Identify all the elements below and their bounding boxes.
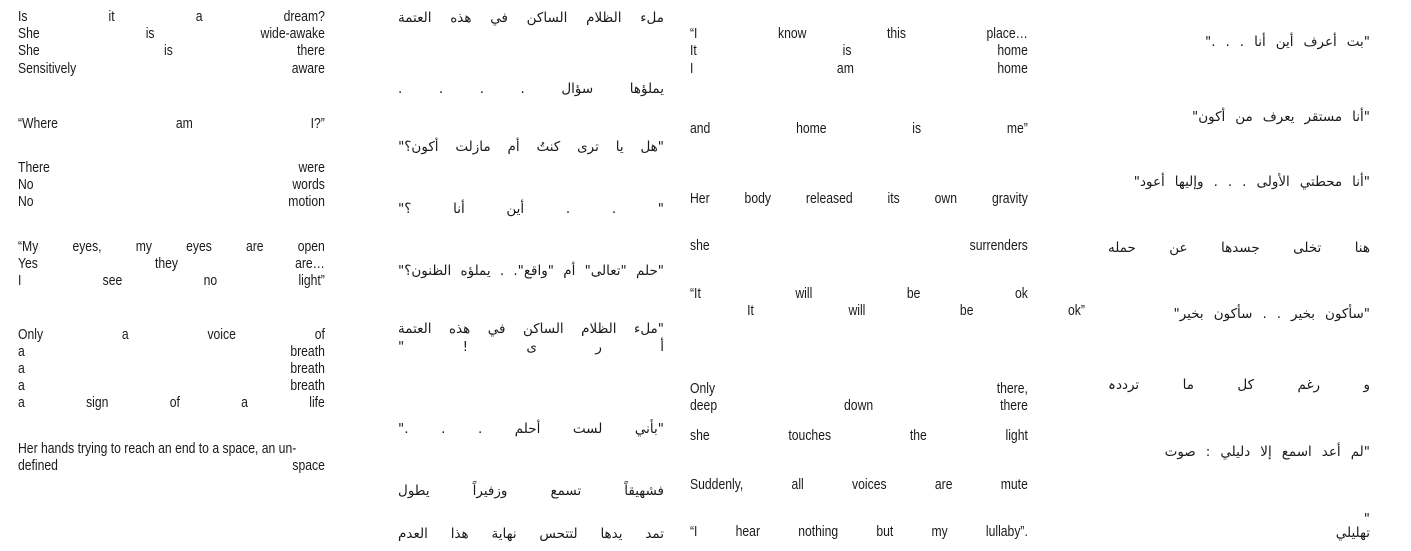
- poem-line: [18, 26, 325, 43]
- poem-word: know: [778, 26, 807, 42]
- poem-word: "بأني: [634, 421, 664, 437]
- poem-line: [18, 9, 325, 26]
- poem-word: "تعالى": [584, 263, 627, 279]
- poem-word: أعود": [1133, 174, 1165, 190]
- poem-word: هذا: [450, 526, 469, 542]
- poem-word: Only: [690, 381, 716, 397]
- poem-line: [398, 80, 664, 98]
- poem-word: سؤال: [561, 81, 594, 97]
- poem-word: home: [997, 43, 1028, 59]
- poem-line: [690, 477, 1028, 494]
- poem-line: [18, 61, 325, 78]
- poem-word: it: [108, 9, 115, 25]
- poem-line: [18, 378, 325, 395]
- poem-word: words: [292, 177, 325, 193]
- poem-word: released: [805, 191, 853, 207]
- poem-word: deep: [690, 398, 718, 414]
- poem-word: surrenders: [969, 238, 1028, 254]
- poem-line: [398, 200, 664, 218]
- poem-line: [690, 398, 1028, 415]
- poem-word: “Where: [18, 116, 58, 132]
- poem-word: place…: [986, 26, 1028, 42]
- poem-word: wide-awake: [260, 26, 325, 42]
- poem-word: أنا: [1254, 34, 1266, 50]
- poem-word: space: [292, 458, 325, 474]
- poem-word: .: [611, 201, 617, 217]
- poem-line: [690, 524, 1028, 541]
- poem-word: يطول: [398, 483, 430, 499]
- poem-word: دليلي: [1220, 444, 1251, 460]
- poem-word: no: [203, 273, 218, 289]
- poem-line: [1108, 33, 1370, 51]
- poem-line: [18, 395, 325, 412]
- poem-word: "ملء: [633, 321, 664, 337]
- poem-word: “My: [18, 239, 39, 255]
- poem-word: العتمة: [398, 10, 432, 26]
- poem-word: .: [438, 81, 444, 97]
- poem-word: see: [102, 273, 123, 289]
- poem-line: [690, 303, 1085, 320]
- poem-word: “I: [690, 524, 698, 540]
- poem-word: اسمع: [1281, 444, 1312, 460]
- poem-line: [398, 525, 664, 543]
- poem-word: أين: [506, 201, 525, 217]
- poem-word: is: [145, 26, 155, 42]
- poem-word: are: [934, 477, 953, 493]
- poem-line: [18, 177, 325, 194]
- poem-word: يعرف: [1262, 109, 1295, 125]
- poem-word: am: [175, 116, 193, 132]
- poem-word: تخلى: [1293, 240, 1322, 256]
- poem-line: [18, 273, 325, 290]
- poem-word: أنا: [453, 201, 465, 217]
- poem-word: No: [18, 177, 34, 193]
- poem-word: open: [297, 239, 325, 255]
- poem-word: Sensitively: [18, 61, 77, 77]
- poem-word: محطتي: [1299, 174, 1343, 190]
- poem-word: ر: [595, 339, 602, 355]
- poem-word: عن: [1169, 240, 1188, 256]
- poem-line: [18, 344, 325, 361]
- poem-line: [18, 116, 325, 133]
- poem-word: الساكن: [526, 10, 568, 26]
- poem-word: يملؤها: [629, 81, 664, 97]
- poem-word: الظنون؟": [398, 263, 452, 279]
- poem-word: :: [1205, 444, 1211, 460]
- poem-word: Her: [690, 191, 710, 207]
- poem-word: Is: [18, 9, 28, 25]
- poem-line: [398, 262, 664, 280]
- poem-word: .: [1239, 34, 1245, 50]
- poem-word: there,: [996, 381, 1028, 397]
- poem-word: voices: [852, 477, 887, 493]
- poem-word: sign: [86, 395, 109, 411]
- poem-word: It: [690, 43, 697, 59]
- poem-word: من: [1235, 109, 1253, 125]
- poem-word: أين: [1275, 34, 1294, 50]
- poem-word: There: [18, 160, 50, 176]
- poem-word: my: [135, 239, 152, 255]
- poem-word: voice: [207, 327, 236, 343]
- poem-word: a: [18, 361, 25, 377]
- poem-word: .: [1276, 306, 1282, 322]
- poem-word: but: [876, 524, 894, 540]
- poem-word: سأكون: [1213, 306, 1253, 322]
- poem-word: .: [479, 81, 484, 97]
- poem-word: وزفيراً: [472, 483, 508, 499]
- poem-word: .": [1204, 34, 1216, 50]
- poem-word: في: [487, 321, 506, 337]
- poem-word: .: [1225, 34, 1230, 50]
- arabic-column-1: [398, 0, 664, 551]
- arabic-column-2: [1108, 0, 1370, 551]
- poem-line: [398, 138, 664, 156]
- poem-line: [690, 286, 1028, 303]
- poem-line: [690, 381, 1028, 398]
- poem-word: were: [298, 160, 325, 176]
- poem-word: I?”: [310, 116, 325, 132]
- poem-line: [1108, 173, 1370, 191]
- poem-word: "أنا: [1352, 109, 1370, 125]
- poem-word: .: [1242, 174, 1247, 190]
- poem-word: breath: [290, 378, 325, 394]
- poem-word: جسدها: [1220, 240, 1260, 256]
- poem-word: ": [398, 339, 405, 355]
- poem-word: الساكن: [522, 321, 564, 337]
- poem-word: .: [441, 421, 446, 437]
- poem-line: [18, 458, 325, 475]
- poem-word: home: [997, 61, 1028, 77]
- poem-word: لست: [572, 421, 603, 437]
- poem-word: !: [462, 339, 469, 355]
- poem-word: الأولى: [1256, 174, 1290, 190]
- poem-word: ترددہ: [1108, 377, 1140, 393]
- poem-word: She: [18, 26, 40, 42]
- poem-word: إلا: [1260, 444, 1272, 460]
- poem-word: كنتُ: [536, 139, 561, 155]
- poem-word: .": [398, 421, 409, 437]
- poem-word: of: [169, 395, 180, 411]
- poem-word: يملؤه: [460, 263, 491, 279]
- poem-word: Her hands trying to reach an end to a space, an un-: [18, 441, 297, 457]
- poem-word: هذه: [449, 321, 471, 337]
- poem-word: will: [848, 303, 866, 319]
- poem-word: .: [477, 421, 483, 437]
- poem-word: .: [565, 201, 571, 217]
- poem-word: a: [241, 395, 248, 411]
- poem-word: يدها: [600, 526, 623, 542]
- poem-word: there: [297, 43, 325, 59]
- poem-line: [1108, 376, 1370, 394]
- poem-word: dream?: [283, 9, 325, 25]
- poem-line: [398, 338, 664, 356]
- poem-word: “It: [690, 286, 701, 302]
- poem-word: كل: [1237, 377, 1255, 393]
- poem-word: .: [398, 81, 403, 97]
- poem-word: ok”: [1068, 303, 1085, 319]
- poem-word: .: [1213, 174, 1218, 190]
- poem-word: فشهيقاً: [624, 483, 664, 499]
- poem-word: تهليلي: [1335, 525, 1370, 541]
- poem-word: صوت: [1164, 444, 1196, 460]
- poem-word: mute: [1000, 477, 1028, 493]
- poem-line: [1108, 524, 1370, 542]
- poem-line: [690, 121, 1028, 138]
- poem-line: [690, 26, 1028, 43]
- poem-word: .: [1262, 306, 1267, 322]
- poem-word: breath: [290, 361, 325, 377]
- poem-line: [18, 327, 325, 344]
- poem-word: all: [791, 477, 804, 493]
- poem-word: لتتحس: [539, 526, 578, 542]
- poem-line: [398, 482, 664, 500]
- poem-word: eyes,: [72, 239, 102, 255]
- poem-line: [18, 361, 325, 378]
- poem-word: body: [744, 191, 771, 207]
- poem-word: will: [795, 286, 813, 302]
- poem-word: is: [163, 43, 173, 59]
- poem-word: .: [520, 81, 525, 97]
- poem-word: "واقع".: [513, 263, 554, 279]
- poem-word: ": [657, 201, 664, 217]
- poem-word: مستقر: [1304, 109, 1343, 125]
- poem-word: تمد: [645, 526, 664, 542]
- poem-word: there: [1000, 398, 1028, 414]
- english-column-1: [18, 0, 325, 551]
- poem-word: هذه: [450, 10, 472, 26]
- poem-word: "بت: [1346, 34, 1370, 50]
- poem-word: و: [1363, 377, 1370, 393]
- poem-word: a: [195, 9, 203, 25]
- poem-line: [690, 428, 1028, 445]
- poem-word: home: [796, 121, 827, 137]
- poem-word: رغم: [1297, 377, 1321, 393]
- poem-line: [398, 320, 664, 338]
- poem-word: No: [18, 194, 34, 210]
- poem-word: ": [1363, 511, 1370, 527]
- poem-word: its: [887, 191, 900, 207]
- poem-word: a: [121, 327, 129, 343]
- poem-word: "أنا: [1352, 174, 1370, 190]
- poem-word: ok: [1014, 286, 1028, 302]
- poem-word: breath: [290, 344, 325, 360]
- poem-line: [1108, 305, 1370, 323]
- poem-word: my: [931, 524, 948, 540]
- poem-word: أعد: [1321, 444, 1341, 460]
- poem-word: she: [690, 428, 710, 444]
- poem-word: It: [747, 303, 754, 319]
- poem-word: are: [245, 239, 264, 255]
- poem-word: “I: [690, 26, 698, 42]
- poem-word: Only: [18, 327, 44, 343]
- poem-word: ى: [526, 339, 537, 355]
- poem-word: she: [690, 238, 710, 254]
- poem-word: lullaby”.: [985, 524, 1028, 540]
- poem-word: "حلم: [635, 263, 664, 279]
- poem-word: Yes: [18, 256, 38, 272]
- poem-word: touches: [788, 428, 832, 444]
- poem-word: أعرف: [1303, 34, 1337, 50]
- poem-word: of: [314, 327, 325, 343]
- poem-word: motion: [288, 194, 325, 210]
- poem-word: بخير: [1291, 306, 1316, 322]
- poem-word: She: [18, 43, 40, 59]
- poem-line: [18, 441, 325, 458]
- poem-word: يا: [615, 139, 624, 155]
- poem-word: "لم: [1350, 444, 1370, 460]
- poem-line: [690, 238, 1028, 255]
- poem-line: [1108, 239, 1370, 257]
- poem-word: أ: [660, 339, 664, 355]
- poem-line: [18, 239, 325, 256]
- poem-word: ملء: [640, 10, 664, 26]
- poem-word: أكون": [1192, 109, 1226, 125]
- poem-word: ما: [1182, 377, 1194, 393]
- poem-word: is: [842, 43, 852, 59]
- poem-word: defined: [18, 458, 58, 474]
- poem-word: am: [836, 61, 854, 77]
- poem-word: own: [934, 191, 958, 207]
- poem-word: nothing: [798, 524, 839, 540]
- poem-line: [18, 43, 325, 60]
- poem-line: [690, 43, 1028, 60]
- poem-word: أكون؟": [398, 139, 439, 155]
- poem-word: aware: [291, 61, 325, 77]
- poem-word: is: [912, 121, 922, 137]
- poem-word: أم: [563, 263, 576, 279]
- poem-word: ترى: [577, 139, 599, 155]
- poem-line: [690, 191, 1028, 208]
- poem-line: [18, 256, 325, 273]
- poem-word: this: [887, 26, 906, 42]
- poem-word: الظلام: [581, 321, 617, 337]
- poem-word: ؟": [398, 201, 412, 217]
- poem-line: [398, 420, 664, 438]
- poem-word: I: [18, 273, 22, 289]
- poem-word: and: [690, 121, 711, 137]
- poem-word: eyes: [186, 239, 212, 255]
- poem-word: be: [906, 286, 921, 302]
- poem-word: hear: [735, 524, 761, 540]
- poem-word: light”: [298, 273, 325, 289]
- poem-word: هنا: [1354, 240, 1370, 256]
- poem-word: I: [690, 61, 694, 77]
- poem-word: في: [490, 10, 508, 26]
- poem-word: .: [1227, 174, 1233, 190]
- poem-word: a: [18, 395, 25, 411]
- poem-word: down: [844, 398, 874, 414]
- english-column-2: [690, 0, 1085, 551]
- poem-word: العتمة: [398, 321, 432, 337]
- poem-word: life: [309, 395, 325, 411]
- poem-word: me”: [1006, 121, 1028, 137]
- poem-word: العدم: [398, 526, 428, 542]
- poem-word: are…: [295, 256, 325, 272]
- poem-word: مازلت: [455, 139, 491, 155]
- poem-word: نهاية: [491, 526, 517, 542]
- poem-word: أحلم: [514, 421, 541, 437]
- poem-word: حمله: [1108, 240, 1136, 256]
- poem-word: بخير": [1173, 306, 1204, 322]
- poem-word: أم: [507, 139, 520, 155]
- poem-line: [18, 194, 325, 211]
- poem-word: Suddenly,: [690, 477, 744, 493]
- poem-word: be: [959, 303, 974, 319]
- poem-word: a: [18, 344, 25, 360]
- poem-word: gravity: [991, 191, 1028, 207]
- poem-line: [398, 9, 664, 27]
- poem-word: تسمع: [550, 483, 582, 499]
- poem-word: "سأكون: [1325, 306, 1370, 322]
- poem-line: [1108, 443, 1370, 461]
- poem-word: .: [499, 263, 505, 279]
- poem-word: light: [1005, 428, 1028, 444]
- poem-word: they: [154, 256, 178, 272]
- poem-word: a: [18, 378, 25, 394]
- poem-word: "هل: [640, 139, 664, 155]
- poem-word: الظلام: [586, 10, 622, 26]
- poem-line: [18, 160, 325, 177]
- poem-line: [1108, 108, 1370, 126]
- poem-word: وإليها: [1174, 174, 1204, 190]
- poem-line: [690, 61, 1028, 78]
- poem-word: the: [909, 428, 927, 444]
